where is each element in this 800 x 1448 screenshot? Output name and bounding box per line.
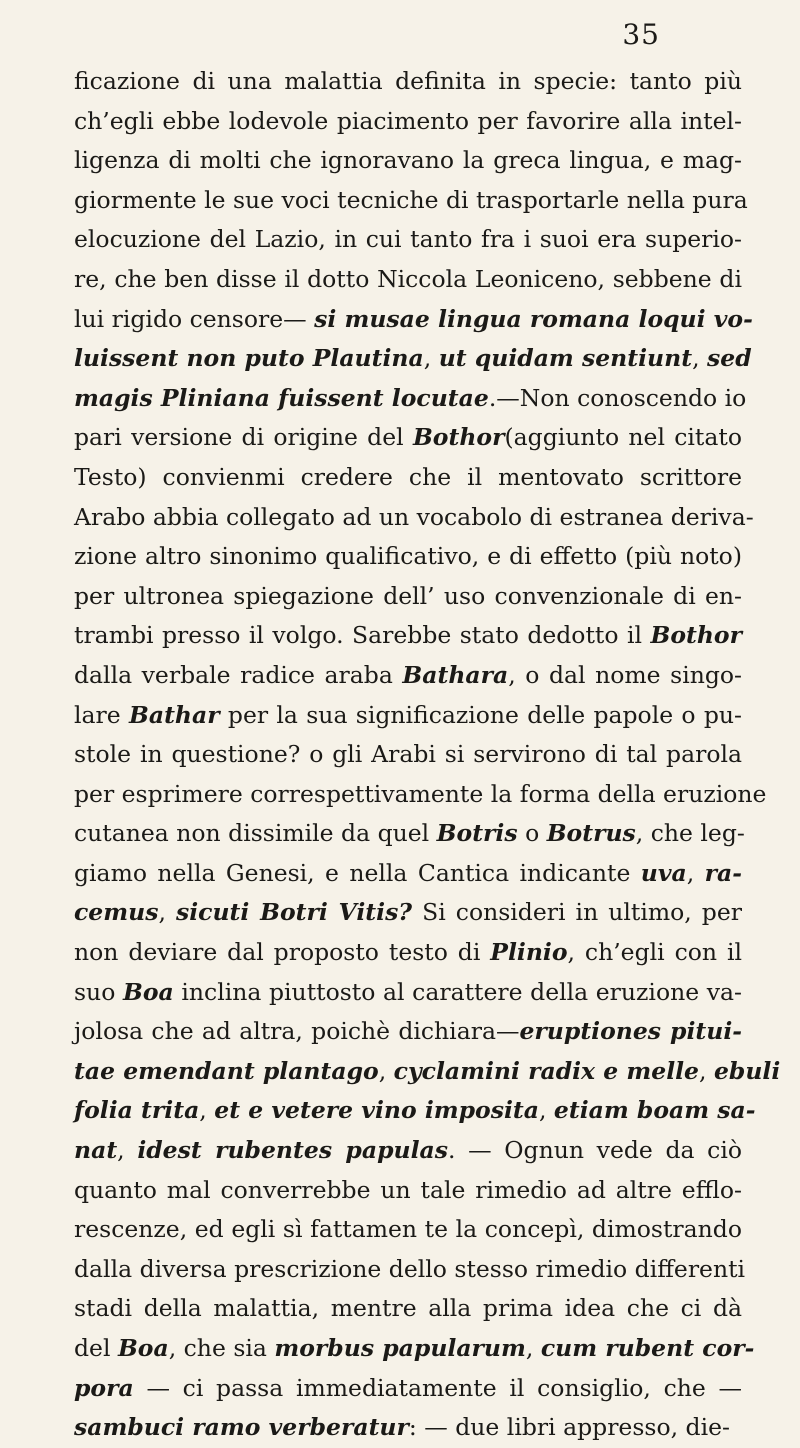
text-run: ,	[423, 344, 439, 373]
text-line	[74, 854, 742, 894]
text-line	[74, 1369, 742, 1409]
text-run: , che sia	[168, 1334, 275, 1362]
text-run: : — due libri appresso, die-	[408, 1413, 730, 1442]
text-run: non deviare dal proposto testo di	[74, 938, 491, 967]
text-run: , ch’egli con il	[567, 938, 743, 967]
text-run: pari versione di origine del	[74, 423, 413, 452]
text-line	[74, 1131, 742, 1171]
text-line	[74, 300, 753, 340]
italic-text: etiam boam sa-	[553, 1096, 756, 1125]
text-line	[74, 498, 754, 538]
text-run: elocuzione del Lazio, in cui tanto fra i suoi era superio-	[74, 225, 742, 254]
text-line	[74, 1408, 742, 1448]
text-line	[74, 696, 742, 736]
italic-text: Bothor	[650, 621, 742, 650]
text-run: ,	[686, 858, 705, 887]
text-run: , o dal nome singo-	[508, 660, 742, 689]
italic-text: cyclamini radix e melle	[393, 1056, 699, 1085]
italic-text: Plinio	[490, 938, 568, 967]
text-line	[74, 220, 742, 260]
text-line	[74, 616, 742, 656]
text-line	[74, 260, 742, 300]
text-line	[74, 181, 748, 221]
text-run: ,	[117, 1136, 138, 1165]
text-run: per ultronea spiegazione dell’ uso convenzionale di en-	[74, 581, 742, 610]
text-run: jolosa che ad altra, poichè dichiara—	[74, 1017, 520, 1046]
text-line	[74, 973, 742, 1013]
text-run: Arabo abbia collegato ad un vocabolo di estranea deriva-	[74, 502, 754, 531]
text-line	[74, 735, 742, 775]
text-run: Si consideri in ultimo, per	[412, 898, 742, 927]
text-run: suo	[74, 977, 123, 1006]
text-line	[74, 537, 742, 577]
text-run: del	[74, 1334, 118, 1362]
italic-text: magis Pliniana fuissent locutae	[74, 383, 489, 412]
text-run: zione altro sinonimo qualificativo, e di effetto (più noto)	[74, 542, 742, 571]
italic-text: uva	[640, 858, 687, 887]
italic-text: pora	[74, 1373, 134, 1402]
text-run: ficazione di una malattia definita in specie: tanto più	[74, 67, 742, 95]
italic-text: nat	[74, 1136, 118, 1165]
text-run: ,	[525, 1334, 541, 1362]
text-line	[74, 893, 742, 933]
text-run: ,	[538, 1096, 554, 1125]
text-run: rescenze, ed egli sì fattamen te la concepì, dimostrando	[74, 1215, 742, 1244]
text-run: re, che ben disse il dotto Niccola Leoniceno, sebbene di	[74, 264, 742, 293]
italic-text: Bothor	[412, 423, 505, 452]
text-run: .—Non conoscendo io	[488, 383, 747, 412]
text-line	[74, 1250, 746, 1290]
text-line	[74, 62, 742, 102]
italic-text: cemus	[74, 898, 159, 927]
text-run: ,	[699, 1056, 714, 1085]
italic-text: sambuci ramo verberatur	[74, 1413, 409, 1442]
text-line	[74, 656, 742, 696]
text-line	[74, 379, 747, 419]
italic-text: Boa	[117, 1334, 169, 1362]
text-line	[74, 1210, 742, 1250]
text-run: stadi della malattia, mentre alla prima idea che ci dà	[74, 1294, 742, 1323]
italic-text: si musae lingua romana loqui vo-	[314, 304, 753, 333]
italic-text: Botris	[436, 819, 518, 848]
italic-text: ut quidam sentiunt	[438, 344, 693, 373]
text-run: stole in questione? o gli Arabi si servirono di tal parola	[74, 740, 742, 769]
text-run: lare	[74, 700, 129, 729]
italic-text: Bathara	[402, 660, 509, 689]
text-run: ,	[199, 1096, 215, 1125]
text-run: . — Ognun vede da ciò	[448, 1136, 743, 1165]
italic-text: Boa	[122, 977, 174, 1006]
italic-text: et e vetere vino imposita	[214, 1096, 539, 1125]
body-text	[74, 62, 781, 1448]
text-line	[74, 775, 767, 815]
text-run: inclina piuttosto al carattere della eruzione va-	[173, 977, 742, 1006]
text-run: ,	[158, 898, 176, 927]
text-run: per la sua significazione delle papole o pu-	[219, 700, 742, 729]
italic-text: morbus papularum	[274, 1334, 526, 1362]
text-run: — ci passa immediatamente il consiglio, che —	[133, 1373, 742, 1402]
text-line	[74, 1171, 742, 1211]
text-line	[74, 458, 742, 498]
text-run: trambi presso il volgo. Sarebbe stato dedotto il	[74, 621, 651, 650]
text-run: o	[517, 819, 547, 848]
italic-text: ra-	[704, 858, 742, 887]
text-run: giamo nella Genesi, e nella Cantica indicante	[74, 858, 641, 887]
text-run: , che leg-	[635, 819, 745, 848]
text-line	[74, 1012, 742, 1052]
text-run: lui rigido censore—	[74, 304, 315, 333]
text-run: ,	[378, 1056, 394, 1085]
text-run: cutanea non dissimile da quel	[74, 819, 437, 848]
text-line	[74, 933, 742, 973]
page-number: 35	[622, 18, 660, 51]
italic-text: Botrus	[546, 819, 636, 848]
italic-text: ebuli	[713, 1056, 781, 1085]
text-line	[74, 1329, 755, 1369]
text-line	[74, 1052, 781, 1092]
text-line	[74, 814, 745, 854]
text-line	[74, 102, 742, 142]
text-line	[74, 339, 752, 379]
italic-text: folia trita	[74, 1096, 200, 1125]
text-line	[74, 418, 742, 458]
italic-text: eruptiones pitui-	[519, 1017, 742, 1046]
text-run: ch’egli ebbe lodevole piacimento per favorire alla intel-	[74, 106, 742, 135]
text-line	[74, 1091, 756, 1131]
italic-text: idest rubentes papulas	[137, 1136, 448, 1165]
text-run: dalla verbale radice araba	[74, 660, 403, 689]
italic-text: sicuti Botri Vitis?	[175, 898, 413, 927]
text-run: (aggiunto nel citato	[504, 423, 742, 452]
text-run: dalla diversa prescrizione dello stesso rimedio differenti	[74, 1254, 746, 1283]
text-line	[74, 577, 742, 617]
italic-text: luissent non puto Plautina	[74, 344, 424, 373]
text-run: quanto mal converrebbe un tale rimedio ad altre efflo-	[74, 1175, 742, 1204]
italic-text: sed	[707, 344, 752, 373]
italic-text: Bathar	[128, 700, 220, 729]
text-run: ligenza di molti che ignoravano la greca lingua, e mag-	[74, 146, 742, 175]
text-run: Testo) convienmi credere che il mentovato scrittore	[74, 462, 742, 491]
text-run: per esprimere correspettivamente la forma della eruzione	[74, 779, 767, 808]
text-run: ,	[692, 344, 708, 373]
text-line	[74, 141, 742, 181]
text-line	[74, 1289, 742, 1329]
italic-text: tae emendant plantago	[74, 1056, 379, 1085]
text-run: giormente le sue voci tecniche di trasportarle nella pura	[74, 185, 748, 214]
italic-text: cum rubent cor-	[540, 1334, 755, 1362]
